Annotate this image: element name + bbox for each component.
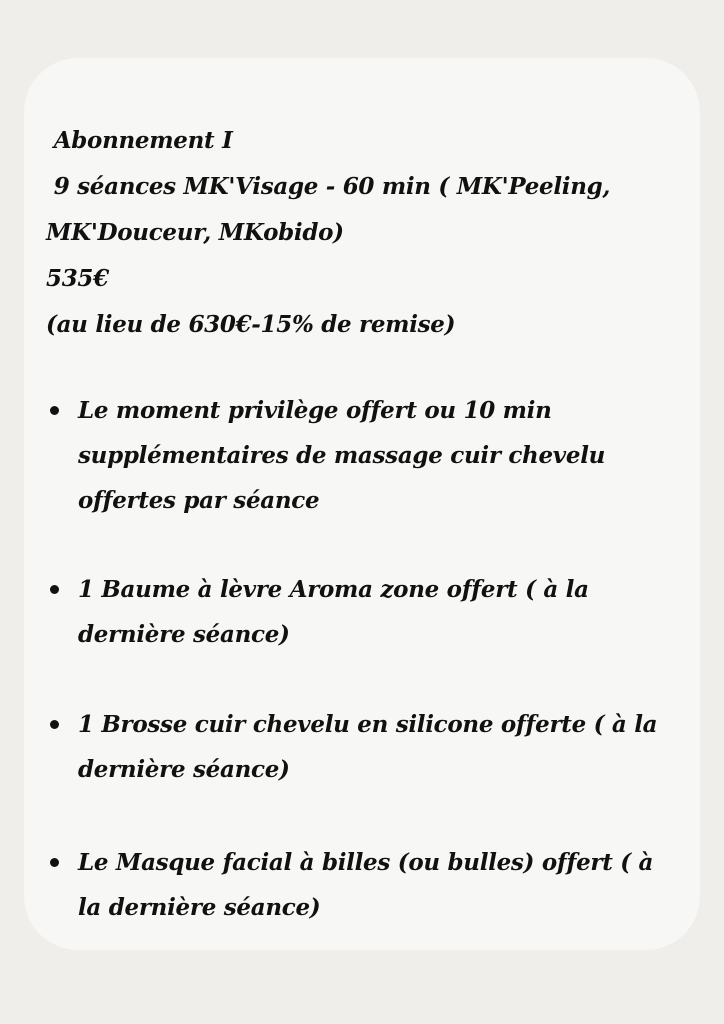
offer-description-line-2: MK'Douceur, MKobido) xyxy=(46,219,344,246)
benefit-text xyxy=(78,567,676,657)
offer-title: Abonnement I xyxy=(46,127,233,154)
offer-header xyxy=(46,118,686,348)
benefit-item-scalp-massage xyxy=(46,388,676,523)
benefit-text-line: la dernière séance) xyxy=(78,894,321,921)
benefit-item-facial-mask xyxy=(46,840,676,930)
offer-discount-note: (au lieu de 630€-15% de remise) xyxy=(46,311,456,338)
benefit-item-lip-balm xyxy=(46,567,676,657)
benefit-text-line: dernière séance) xyxy=(78,621,290,648)
benefit-text-line: 1 Brosse cuir chevelu en silicone offerte ( à la xyxy=(78,711,658,738)
benefit-text xyxy=(78,388,676,523)
offer-price: 535€ xyxy=(46,265,109,292)
benefit-text-line: Le moment privilège offert ou 10 min xyxy=(78,397,552,424)
bullet-icon xyxy=(46,702,78,792)
bullet-icon xyxy=(46,388,78,523)
offer-description-line-1: 9 séances MK'Visage - 60 min ( MK'Peeling, xyxy=(46,173,611,200)
benefit-item-scalp-brush xyxy=(46,702,676,792)
benefit-text-line: 1 Baume à lèvre Aroma zone offert ( à la xyxy=(78,576,589,603)
benefit-text-line: supplémentaires de massage cuir chevelu xyxy=(78,442,606,469)
benefit-text-line: Le Masque facial à billes (ou bulles) offert ( à xyxy=(78,849,654,876)
benefit-text-line: offertes par séance xyxy=(78,487,320,514)
bullet-icon xyxy=(46,840,78,930)
benefit-text xyxy=(78,702,676,792)
benefit-text-line: dernière séance) xyxy=(78,756,290,783)
benefit-text xyxy=(78,840,676,930)
bullet-icon xyxy=(46,567,78,657)
